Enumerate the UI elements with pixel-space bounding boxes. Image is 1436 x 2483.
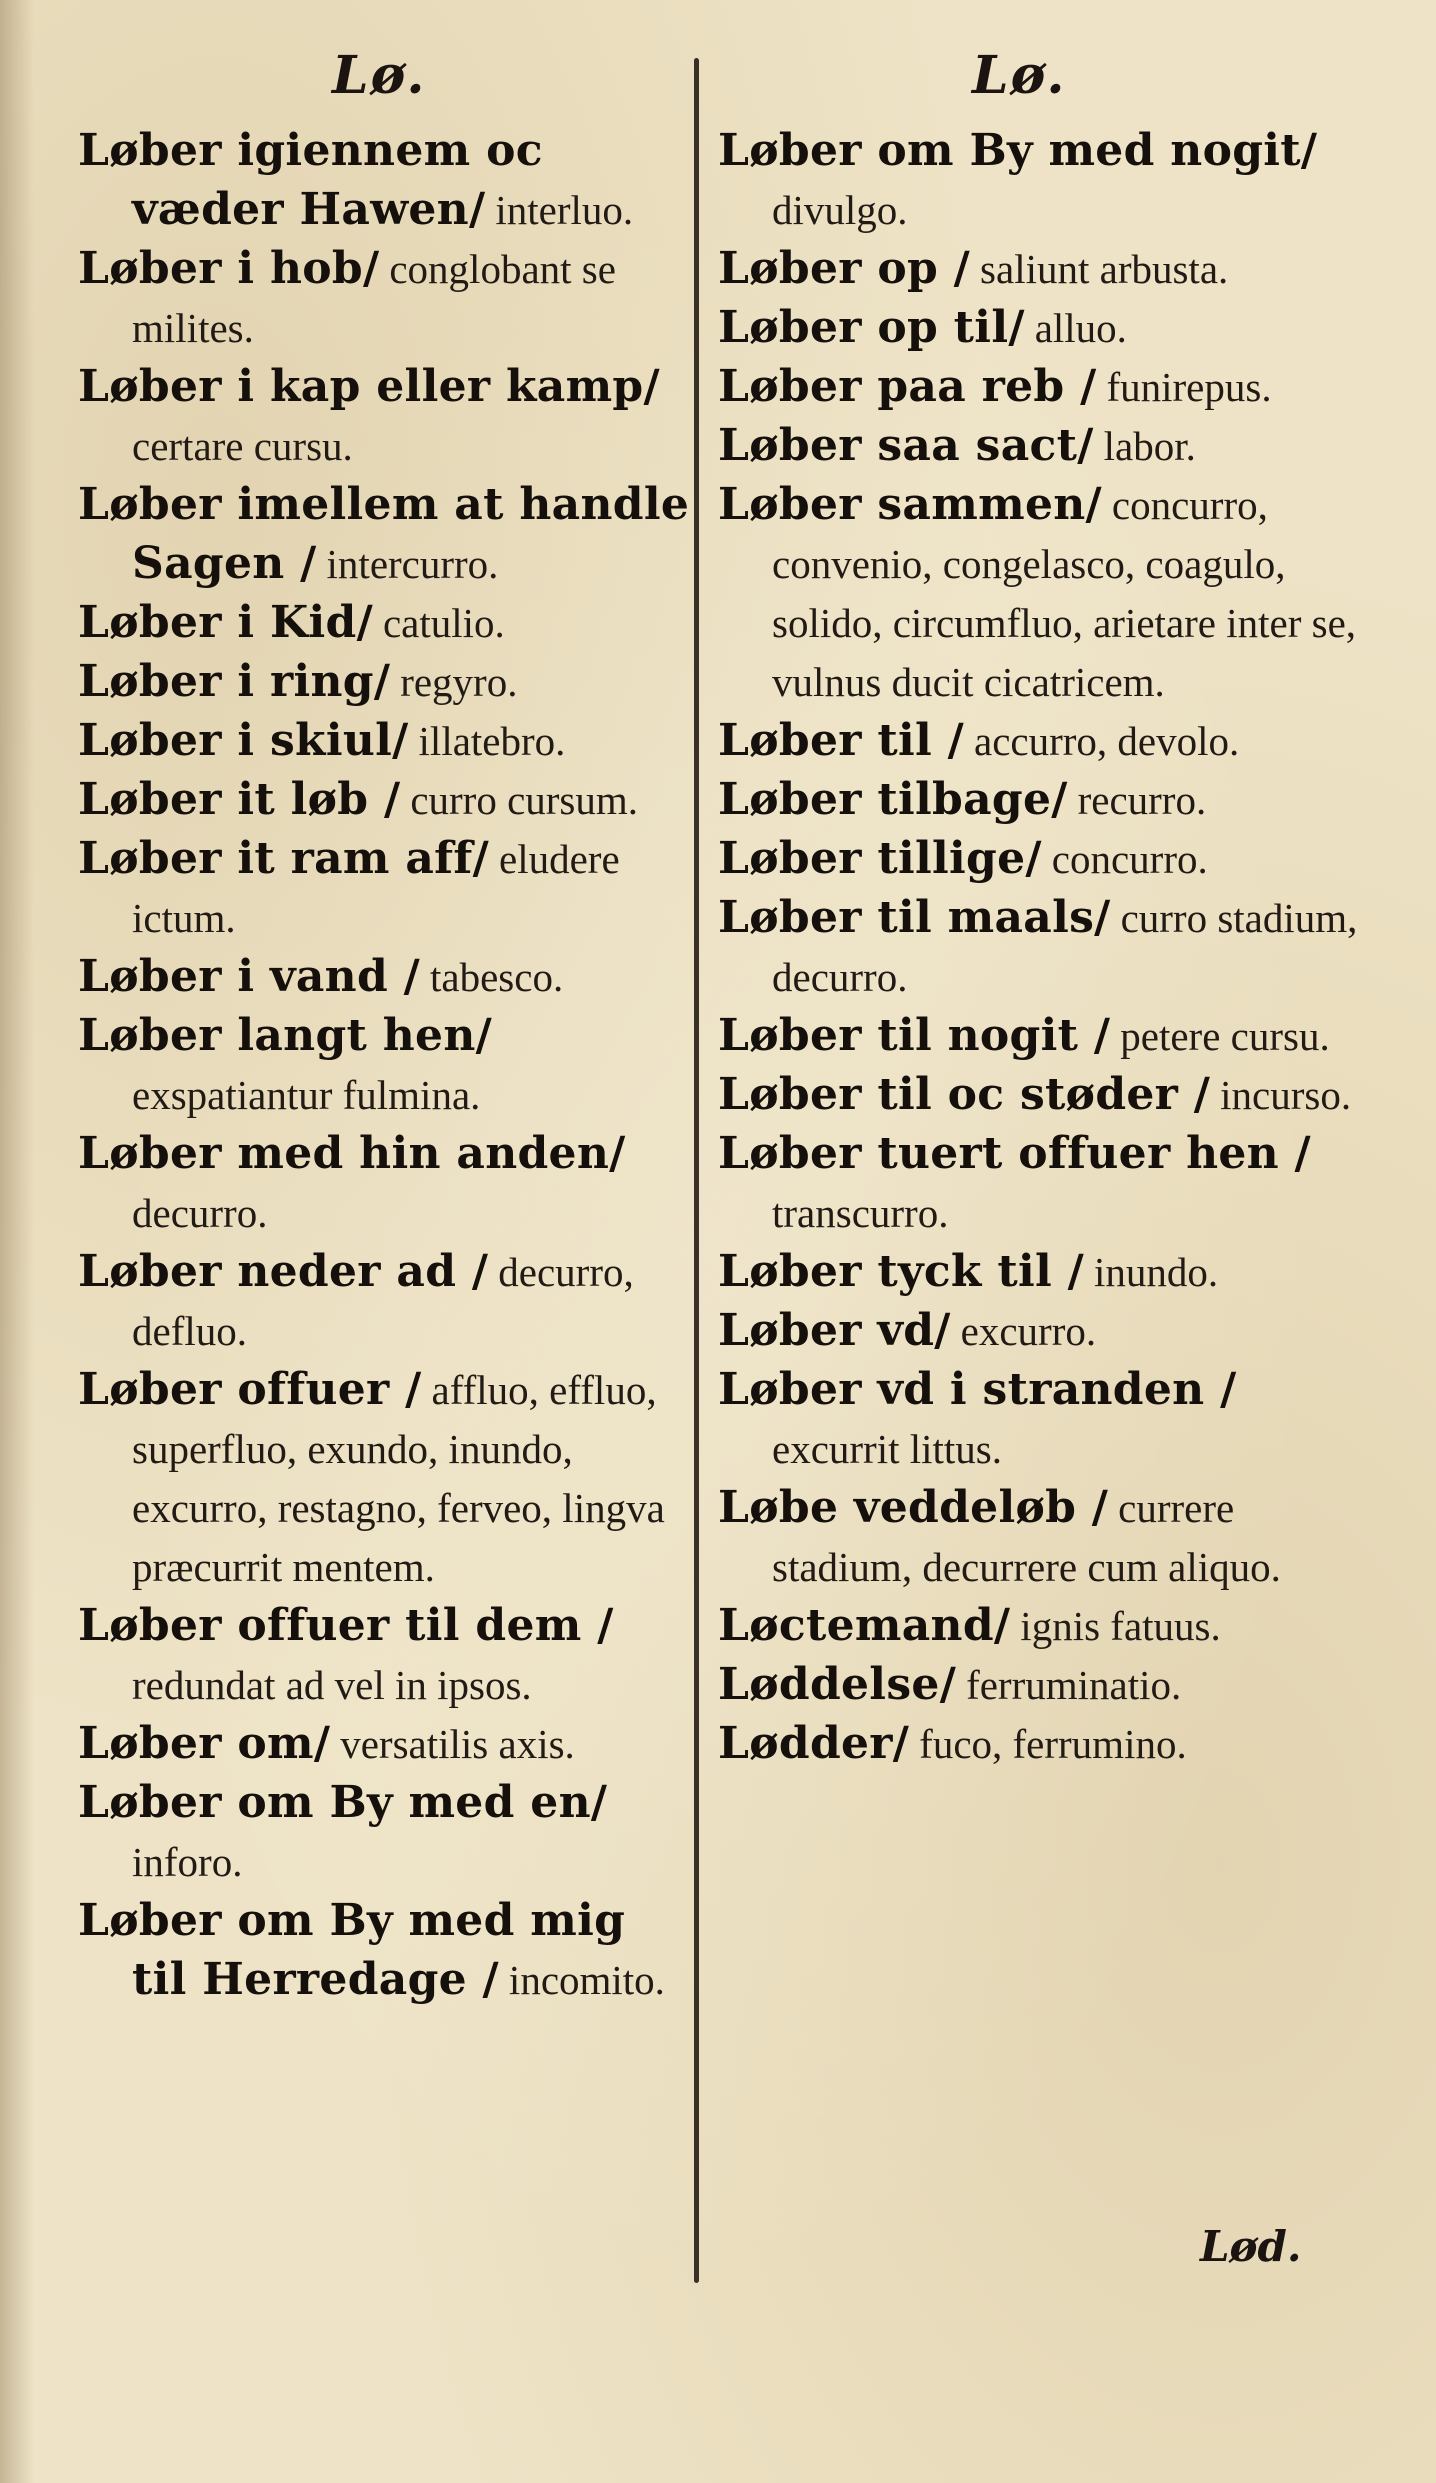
entry-latin-gloss: catulio. (382, 600, 505, 646)
dictionary-entry (718, 830, 1358, 889)
catchword: Lød. (1200, 2222, 1302, 2271)
dictionary-entry (78, 358, 690, 476)
entry-headword: Løber i vand / (78, 951, 420, 1002)
dictionary-entry (78, 1007, 690, 1125)
entry-latin-gloss: saliunt arbusta. (980, 246, 1229, 292)
dictionary-entry (718, 1361, 1358, 1479)
entry-headword: Løber i hob/ (78, 243, 380, 294)
running-head-left: Lø. (332, 45, 427, 106)
dictionary-entry (78, 948, 690, 1007)
dictionary-entry (78, 1361, 690, 1597)
dictionary-entry (718, 1066, 1358, 1125)
entry-latin-gloss: excurrit littus. (772, 1426, 1003, 1472)
dictionary-entry (78, 830, 690, 948)
dictionary-entry (718, 1007, 1358, 1066)
entry-headword: Løber i ring/ (78, 656, 391, 707)
entry-headword: Løber om/ (78, 1718, 331, 1769)
dictionary-entry (78, 1597, 690, 1715)
entry-headword: Løber vd i stranden / (718, 1364, 1237, 1415)
entry-latin-gloss: curro cursum. (410, 777, 639, 823)
entry-latin-gloss: interluo. (495, 187, 634, 233)
dictionary-entry (78, 1892, 690, 2010)
running-head-right: Lø. (972, 45, 1067, 106)
dictionary-entry (718, 1243, 1358, 1302)
entry-latin-gloss: divulgo. (772, 187, 908, 233)
dictionary-entry (718, 1125, 1358, 1243)
entry-latin-gloss: ignis fatuus. (1020, 1603, 1221, 1649)
entry-headword: Løber it ram aff/ (78, 833, 490, 884)
entry-latin-gloss: decurro. (132, 1190, 268, 1236)
entry-headword: Løber i kap eller kamp/ (78, 361, 660, 412)
entry-headword: Løber tyck til / (718, 1246, 1084, 1297)
binding-gutter-shadow (0, 0, 34, 2483)
entry-latin-gloss: decurro, defluo. (132, 1249, 634, 1354)
entry-latin-gloss: funirepus. (1106, 364, 1272, 410)
dictionary-entry (78, 771, 690, 830)
entry-latin-gloss: fuco, ferrumino. (919, 1721, 1187, 1767)
entry-headword: Løber saa sact/ (718, 420, 1094, 471)
entry-headword: Løber offuer / (78, 1364, 422, 1415)
dictionary-entry (718, 1479, 1358, 1597)
entry-headword: Løber igiennem oc væder Hawen/ (78, 125, 543, 235)
entry-latin-gloss: versatilis axis. (340, 1721, 575, 1767)
dictionary-entry (718, 1656, 1358, 1715)
entry-latin-gloss: exspatiantur fulmina. (132, 1072, 481, 1118)
entry-headword: Løber om By med en/ (78, 1777, 608, 1828)
right-entry-list (718, 122, 1358, 1774)
dictionary-entry (718, 712, 1358, 771)
entry-latin-gloss: tabesco. (430, 954, 564, 1000)
entry-latin-gloss: redundat ad vel in ipsos. (132, 1662, 532, 1708)
entry-latin-gloss: intercurro. (326, 541, 499, 587)
dictionary-entry (718, 771, 1358, 830)
entry-latin-gloss: illatebro. (418, 718, 566, 764)
entry-latin-gloss: currere stadium, decurrere cum aliquo. (772, 1485, 1281, 1590)
entry-headword: Løbe veddeløb / (718, 1482, 1109, 1533)
entry-headword: Løber tillige/ (718, 833, 1042, 884)
entry-headword: Løber sammen/ (718, 479, 1102, 530)
entry-latin-gloss: excurro. (960, 1308, 1097, 1354)
entry-latin-gloss: concurro. (1051, 836, 1208, 882)
dictionary-entry (718, 240, 1358, 299)
entry-headword: Løber i skiul/ (78, 715, 409, 766)
entry-headword: Løber om By med mig til Herredage / (78, 1895, 626, 2005)
entry-headword: Løber til maals/ (718, 892, 1111, 943)
entry-latin-gloss: affluo, effluo, superfluo, exundo, inundo, excurro, restagno, ferveo, lingva præcurrit mentem. (132, 1367, 665, 1590)
entry-latin-gloss: accurro, devolo. (974, 718, 1240, 764)
dictionary-entry (78, 712, 690, 771)
entry-latin-gloss: recurro. (1077, 777, 1207, 823)
dictionary-entry (718, 889, 1358, 1007)
entry-headword: Løber med hin anden/ (78, 1128, 626, 1179)
entry-headword: Løber it løb / (78, 774, 401, 825)
dictionary-entry (78, 653, 690, 712)
entry-latin-gloss: concurro, convenio, congelasco, coagulo, solido, circumfluo, arietare inter se, vulnus ducit cicatricem. (772, 482, 1357, 705)
entry-headword: Løctemand/ (718, 1600, 1011, 1651)
dictionary-entry (718, 1715, 1358, 1774)
left-column (78, 0, 690, 2483)
entry-latin-gloss: transcurro. (772, 1190, 949, 1236)
dictionary-entry (78, 594, 690, 653)
entry-headword: Løddelse/ (718, 1659, 957, 1710)
left-entry-list (78, 122, 690, 2010)
dictionary-entry (78, 122, 690, 240)
entry-latin-gloss: curro stadium, decurro. (772, 895, 1358, 1000)
dictionary-entry (718, 122, 1358, 240)
entry-latin-gloss: conglobant se milites. (132, 246, 616, 351)
entry-latin-gloss: eludere ictum. (132, 836, 620, 941)
entry-latin-gloss: regyro. (400, 659, 518, 705)
entry-latin-gloss: inundo. (1093, 1249, 1219, 1295)
dictionary-entry (78, 1125, 690, 1243)
entry-headword: Lødder/ (718, 1718, 910, 1769)
entry-headword: Løber om By med nogit/ (718, 125, 1318, 176)
entry-headword: Løber til oc støder / (718, 1069, 1211, 1120)
dictionary-entry (718, 476, 1358, 712)
entry-latin-gloss: inforo. (132, 1839, 243, 1885)
entry-headword: Løber offuer til dem / (78, 1600, 614, 1651)
dictionary-entry (78, 240, 690, 358)
entry-latin-gloss: labor. (1103, 423, 1196, 469)
entry-headword: Løber paa reb / (718, 361, 1097, 412)
entry-latin-gloss: alluo. (1034, 305, 1127, 351)
entry-latin-gloss: ferruminatio. (966, 1662, 1182, 1708)
dictionary-entry (718, 417, 1358, 476)
entry-headword: Løber langt hen/ (78, 1010, 493, 1061)
entry-latin-gloss: incomito. (508, 1957, 665, 2003)
entry-headword: Løber op / (718, 243, 971, 294)
entry-headword: Løber tuert offuer hen / (718, 1128, 1311, 1179)
dictionary-entry (718, 358, 1358, 417)
entry-headword: Løber i Kid/ (78, 597, 373, 648)
dictionary-entry (78, 1774, 690, 1892)
entry-headword: Løber til / (718, 715, 964, 766)
dictionary-entry (78, 1243, 690, 1361)
dictionary-entry (78, 476, 690, 594)
entry-headword: Løber neder ad / (78, 1246, 489, 1297)
entry-latin-gloss: incurso. (1220, 1072, 1352, 1118)
right-column (718, 0, 1358, 2483)
entry-headword: Løber vd/ (718, 1305, 951, 1356)
entry-latin-gloss: certare cursu. (132, 423, 353, 469)
entry-headword: Løber imellem at handle Sagen / (78, 479, 690, 589)
dictionary-entry (718, 1597, 1358, 1656)
entry-headword: Løber til nogit / (718, 1010, 1111, 1061)
dictionary-entry (718, 1302, 1358, 1361)
column-divider (694, 58, 699, 2283)
dictionary-entry (78, 1715, 690, 1774)
entry-latin-gloss: petere cursu. (1120, 1013, 1330, 1059)
entry-headword: Løber tilbage/ (718, 774, 1068, 825)
entry-headword: Løber op til/ (718, 302, 1025, 353)
dictionary-entry (718, 299, 1358, 358)
